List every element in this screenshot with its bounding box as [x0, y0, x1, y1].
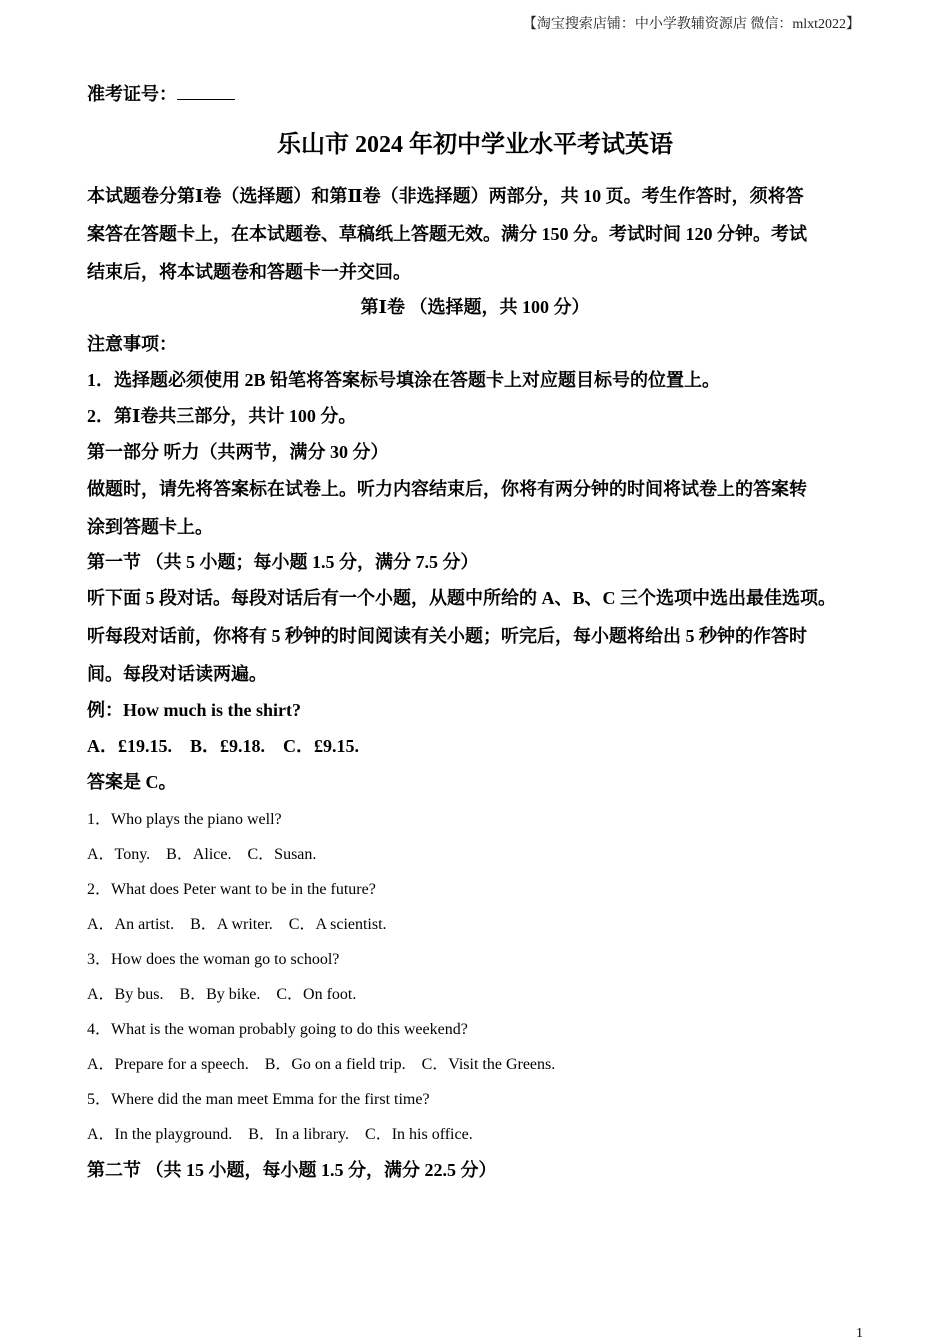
- part1-heading: 第Ⅰ卷 （选择题，共 100 分）: [360, 297, 590, 317]
- intro-line: 本试题卷分第Ⅰ卷（选择题）和第Ⅱ卷（非选择题）两部分，共 10 页。考生作答时，须将答: [87, 186, 804, 206]
- question-options: A．In the playground. B．In a library. C．In his office.: [87, 1126, 473, 1143]
- listening-intro-line: 涂到答题卡上。: [87, 517, 213, 537]
- intro-line: 结束后，将本试题卷和答题卡一并交回。: [87, 262, 411, 282]
- listening-intro-line: 做题时，请先将答案标在试卷上。听力内容结束后，你将有两分钟的时间将试卷上的答案转: [87, 479, 807, 499]
- question-options: A．By bus. B．By bike. C．On foot.: [87, 986, 357, 1003]
- question-options: A．Tony. B．Alice. C．Susan.: [87, 846, 317, 863]
- candidate-number-line: [87, 80, 235, 106]
- intro-line: 案答在答题卡上，在本试题卷、草稿纸上答题无效。满分 150 分。考试时间 120 分钟。考试: [87, 224, 807, 244]
- section1-intro-line: 间。每段对话读两遍。: [87, 664, 267, 684]
- question-text: 1．Who plays the piano well?: [87, 811, 282, 828]
- example-question: 例：How much is the shirt?: [87, 700, 302, 720]
- candidate-number-label: 准考证号：: [87, 84, 177, 104]
- question-text: 3．How does the woman go to school?: [87, 951, 340, 968]
- question-text: 2．What does Peter want to be in the future?: [87, 881, 376, 898]
- candidate-number-blank[interactable]: [177, 85, 235, 100]
- listening-heading: 第一部分 听力（共两节，满分 30 分）: [87, 442, 389, 462]
- notes-heading: 注意事项：: [87, 334, 177, 354]
- header-note: 【淘宝搜索店铺：中小学教辅资源店 微信：mlxt2022】: [522, 17, 860, 32]
- note-item: 1．选择题必须使用 2B 铅笔将答案标号填涂在答题卡上对应题目标号的位置上。: [87, 370, 721, 390]
- question-text: 4．What is the woman probably going to do this weekend?: [87, 1021, 468, 1038]
- section1-intro-line: 听下面 5 段对话。每段对话后有一个小题，从题中所给的 A、B、C 三个选项中选出最佳选项。: [87, 588, 836, 608]
- section2-heading: 第二节 （共 15 小题，每小题 1.5 分，满分 22.5 分）: [87, 1160, 497, 1180]
- section1-heading: 第一节 （共 5 小题；每小题 1.5 分，满分 7.5 分）: [87, 552, 479, 572]
- question-options: A．Prepare for a speech. B．Go on a field trip. C．Visit the Greens.: [87, 1056, 556, 1073]
- question-text: 5．Where did the man meet Emma for the first time?: [87, 1091, 430, 1108]
- section1-intro-line: 听每段对话前，你将有 5 秒钟的时间阅读有关小题；听完后，每小题将给出 5 秒钟的作答时: [87, 626, 807, 646]
- note-item: 2．第Ⅰ卷共三部分，共计 100 分。: [87, 406, 357, 426]
- page-title: 乐山市 2024 年初中学业水平考试英语: [277, 132, 673, 158]
- question-options: A．An artist. B．A writer. C．A scientist.: [87, 916, 387, 933]
- example-options: A．£19.15. B．£9.18. C．£9.15.: [87, 736, 360, 756]
- page-number: 1: [856, 1326, 863, 1341]
- example-answer: 答案是 C。: [87, 772, 177, 792]
